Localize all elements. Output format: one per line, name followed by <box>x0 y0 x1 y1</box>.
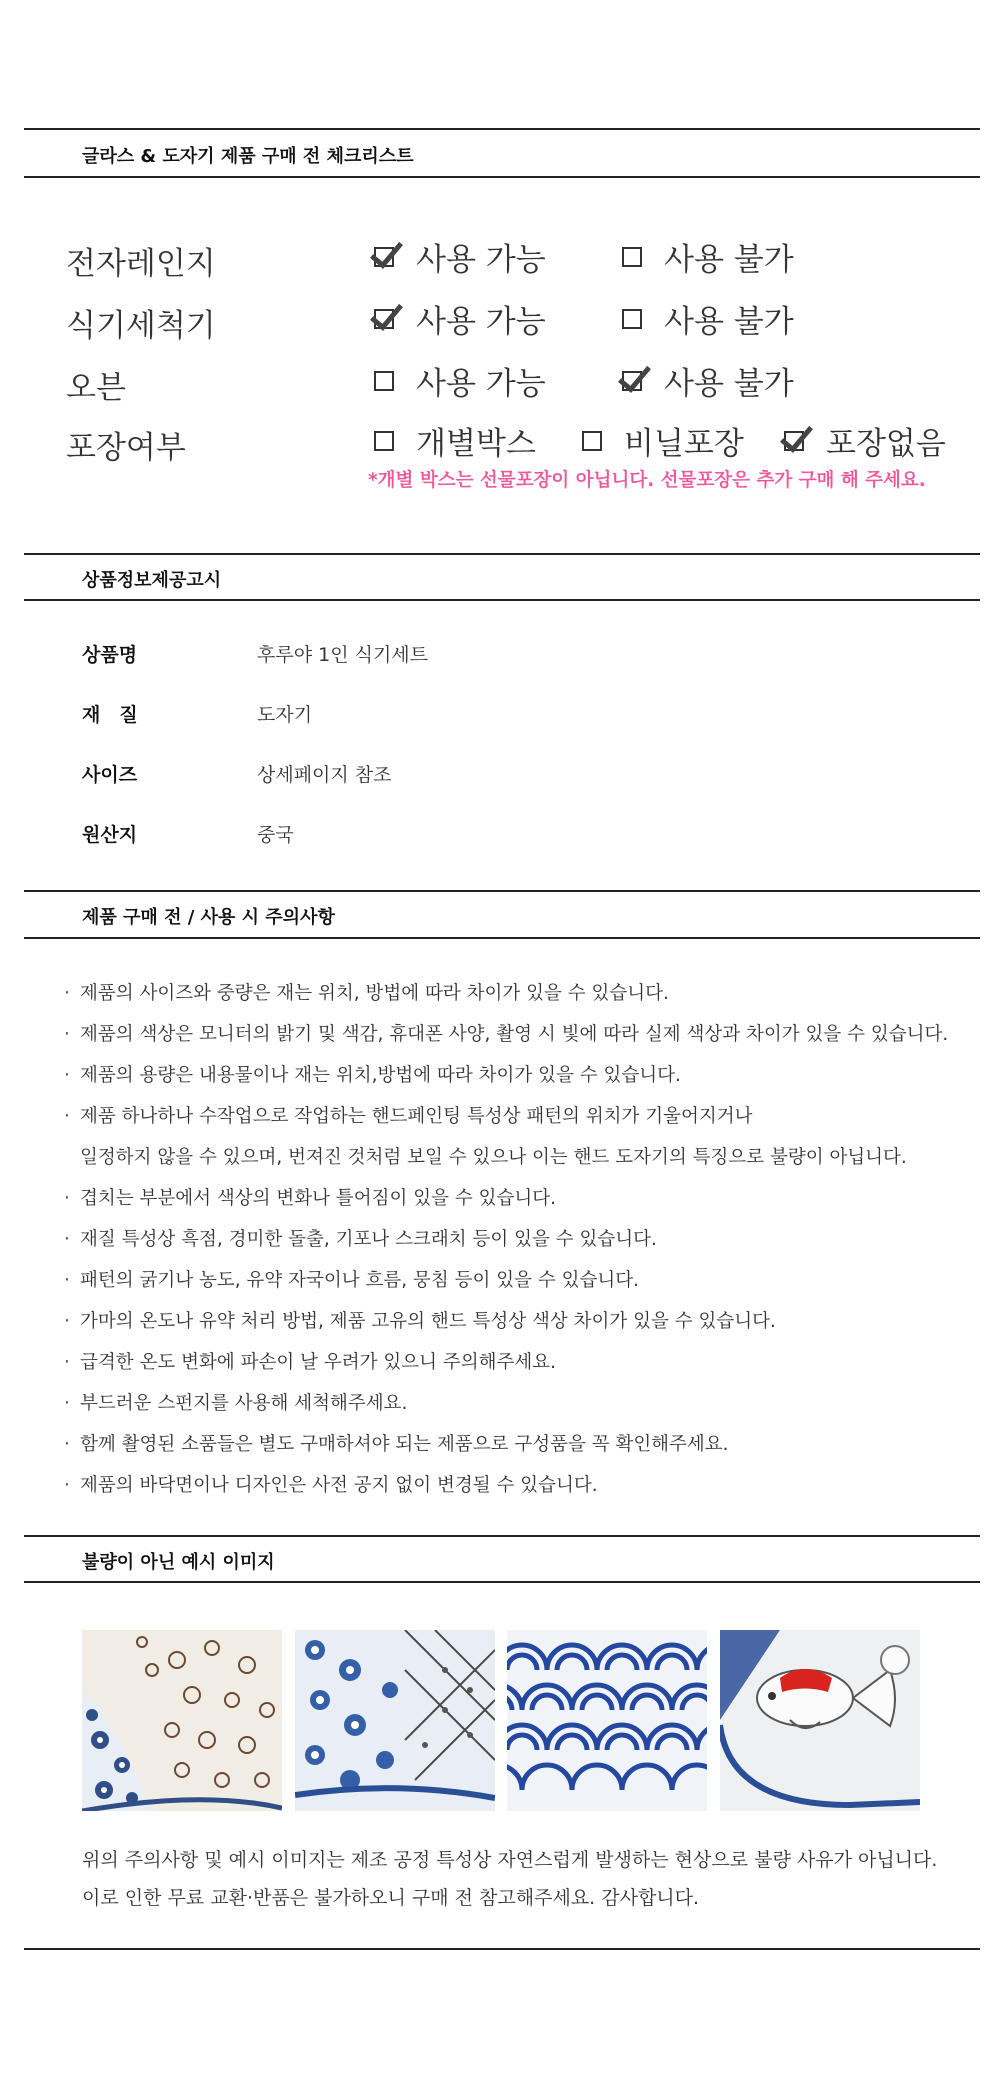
divider <box>24 1948 980 1950</box>
list-item: · 패턴의 굵기나 농도, 유약 자국이나 흐름, 뭉침 등이 있을 수 있습니다. <box>64 1270 639 1291</box>
list-item-continuation: 일정하지 않을 수 있으며, 번져진 것처럼 보일 수 있으나 이는 핸드 도자기의 특징으로 불량이 아닙니다. <box>80 1147 907 1168</box>
list-item: · 겹치는 부분에서 색상의 변화나 틀어짐이 있을 수 있습니다. <box>64 1188 556 1209</box>
bullet-icon: · <box>64 1311 70 1332</box>
bullet-icon: · <box>64 983 70 1004</box>
brown-flower-pattern-plate-image <box>82 1630 282 1811</box>
checklist-label-dishwasher: 식기세척기 <box>66 308 216 344</box>
dishwasher-unusable-option <box>622 296 794 341</box>
packaging-box-option <box>374 418 536 463</box>
bullet-icon: · <box>64 1024 70 1045</box>
product-info-title: 상품정보제공고시 <box>82 570 222 591</box>
info-key-name: 상품명 <box>82 644 138 666</box>
option-label: 비닐포장 <box>624 426 744 462</box>
info-value-size: 상세페이지 참조 <box>257 764 392 786</box>
list-item: · 부드러운 스펀지를 사용해 세척해주세요. <box>64 1393 408 1414</box>
checkbox-icon <box>622 247 642 267</box>
info-value-material: 도자기 <box>257 704 313 726</box>
bullet-icon: · <box>64 1106 70 1127</box>
list-item: · 급격한 온도 변화에 파손이 날 우려가 있으니 주의해주세요. <box>64 1352 556 1373</box>
examples-title: 불량이 아닌 예시 이미지 <box>82 1552 275 1573</box>
option-label: 포장없음 <box>826 426 946 462</box>
checkbox-icon <box>374 371 394 391</box>
precautions-title: 제품 구매 전 / 사용 시 주의사항 <box>82 907 335 928</box>
checklist-title: 글라스 & 도자기 제품 구매 전 체크리스트 <box>82 146 414 167</box>
list-item: · 제품의 사이즈와 중량은 재는 위치, 방법에 따라 차이가 있을 수 있습니다. <box>64 983 669 1004</box>
divider <box>24 1581 980 1583</box>
list-item: · 제품 하나하나 수작업으로 작업하는 핸드페인팅 특성상 패턴의 위치가 기울어지거나 <box>64 1106 753 1127</box>
list-item: · 재질 특성상 흑점, 경미한 돌출, 기포나 스크래치 등이 있을 수 있습니다. <box>64 1229 657 1250</box>
checked-checkbox-icon <box>784 431 804 451</box>
info-key-material: 재 질 <box>82 704 138 726</box>
checklist-label-packaging: 포장여부 <box>66 430 186 466</box>
list-item: · 함께 촬영된 소품들은 별도 구매하셔야 되는 제품으로 구성품을 꼭 확인해주세요. <box>64 1434 729 1455</box>
divider <box>24 176 980 178</box>
bullet-icon: · <box>64 1188 70 1209</box>
microwave-usable-option <box>374 234 546 279</box>
microwave-unusable-option <box>622 234 794 279</box>
info-key-size: 사이즈 <box>82 764 138 786</box>
checked-checkbox-icon <box>374 309 394 329</box>
option-label: 사용 불가 <box>664 366 794 402</box>
option-label: 사용 불가 <box>664 242 794 278</box>
oven-usable-option <box>374 358 546 403</box>
packaging-none-option <box>784 418 946 463</box>
checked-checkbox-icon <box>374 247 394 267</box>
option-label: 사용 불가 <box>664 304 794 340</box>
option-label: 사용 가능 <box>416 366 546 402</box>
packaging-note: *개별 박스는 선물포장이 아닙니다. 선물포장은 추가 구매 해 주세요. <box>368 470 926 491</box>
divider <box>24 1535 980 1537</box>
bullet-icon: · <box>64 1393 70 1414</box>
divider <box>24 599 980 601</box>
bullet-icon: · <box>64 1434 70 1455</box>
packaging-vinyl-option <box>582 418 744 463</box>
option-label: 개별박스 <box>416 426 536 462</box>
bullet-icon: · <box>64 1065 70 1086</box>
divider <box>24 937 980 939</box>
checked-checkbox-icon <box>622 371 642 391</box>
bullet-icon: · <box>64 1229 70 1250</box>
checklist-label-microwave: 전자레인지 <box>66 246 216 282</box>
dishwasher-usable-option <box>374 296 546 341</box>
list-item: · 제품의 색상은 모니터의 밝기 및 색감, 휴대폰 사양, 촬영 시 빛에 따라 실제 색상과 차이가 있을 수 있습니다. <box>64 1024 949 1045</box>
blue-crackle-pattern-plate-image <box>295 1630 495 1811</box>
checkbox-icon <box>374 431 394 451</box>
checkbox-icon <box>582 431 602 451</box>
divider <box>24 553 980 555</box>
blue-wave-pattern-plate-image <box>507 1630 707 1811</box>
info-key-origin: 원산지 <box>82 824 138 846</box>
bullet-icon: · <box>64 1352 70 1373</box>
option-label: 사용 가능 <box>416 242 546 278</box>
list-item: · 제품의 용량은 내용물이나 재는 위치,방법에 따라 차이가 있을 수 있습니다. <box>64 1065 681 1086</box>
divider <box>24 890 980 892</box>
closing-line-2: 이로 인한 무료 교환·반품은 불가하오니 구매 전 참고해주세요. 감사합니다. <box>82 1887 700 1909</box>
checklist-label-oven: 오븐 <box>66 370 126 406</box>
red-fish-plate-image <box>720 1630 920 1811</box>
bullet-icon: · <box>64 1475 70 1496</box>
list-item: · 가마의 온도나 유약 처리 방법, 제품 고유의 핸드 특성상 색상 차이가 있을 수 있습니다. <box>64 1311 776 1332</box>
closing-line-1: 위의 주의사항 및 예시 이미지는 제조 공정 특성상 자연스럽게 발생하는 현상으로 불량 사유가 아닙니다. <box>82 1849 938 1871</box>
info-value-name: 후루야 1인 식기세트 <box>257 644 428 666</box>
bullet-icon: · <box>64 1270 70 1291</box>
info-value-origin: 중국 <box>257 824 294 846</box>
oven-unusable-option <box>622 358 794 403</box>
checkbox-icon <box>622 309 642 329</box>
divider <box>24 128 980 130</box>
option-label: 사용 가능 <box>416 304 546 340</box>
list-item: · 제품의 바닥면이나 디자인은 사전 공지 없이 변경될 수 있습니다. <box>64 1475 598 1496</box>
